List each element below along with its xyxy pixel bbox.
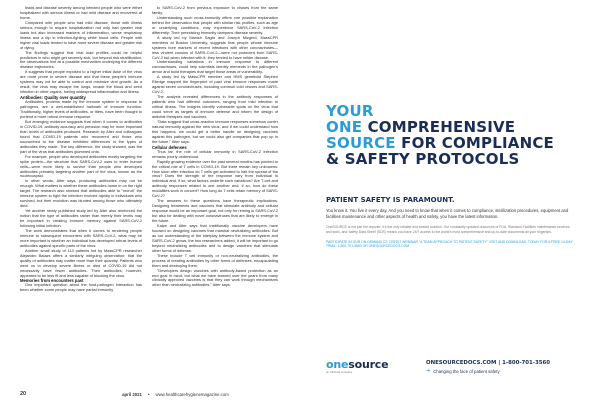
ad-title: PATIENT SAFETY IS PARAMOUNT. bbox=[326, 196, 455, 204]
paragraph: In other words, Alter says, producing antibodies may not be enough. What matters is whether these antibodies home in on the right target. The research also showed that antibodies able to "recruit" the immune system to fight the infection evolved rapidly in individuals who survived, but their evolution was blunted among those who ultimately died. bbox=[20, 178, 142, 209]
paragraph: Another small study of 113 patients led by MassCPR researcher Alejandro Balazs offers a similarly intriguing observation: that the quality of antibodies may matter more than their quantity. Patients who went on to develop severe illness or died of COVID-19 did not necessarily have fewer antibodies. Their antibodies, however, appeared to be less fit and less capable of blocking the virus. bbox=[20, 247, 142, 278]
ad-lead-text: You know it. You live it every day. And you need to know that when it comes to compliance, sterilization procedures, equipment and facilities maintenance and other aspects of health and safety, you have the latest information. bbox=[326, 208, 569, 219]
headline-line: & SAFETY PROTOCOLS bbox=[326, 150, 520, 168]
paragraph: The analysis revealed differences in the antibody responses of patients who had different outcomes, ranging from mild infection to critical illness. The insights identify vulnerable spots on the virus that could serve as targets of immune defense and inform the design of antiviral therapies and vaccines. bbox=[152, 94, 278, 119]
paragraph: Antibodies, proteins made by the immune system in response to pathogens, are a well-established hallmark of immune function. Traditionally, higher levels of antibodies, or titers, have been thought to portend a more robust immune response. bbox=[20, 99, 142, 120]
issue-date: april 2021 bbox=[122, 391, 142, 397]
article-column-right bbox=[152, 6, 278, 392]
headline-line: SOURCE FOR COMPLIANCE bbox=[326, 134, 554, 152]
paragraph: It suggests that people exposed to a higher initial dose of the virus are more prone to severe disease and that these people's immune systems may not be able to control and minimize viral growth. As a result, the virus may escape the lungs, invade the blood and seed infection in other organs, fueling widespread inflammation and illness. bbox=[20, 69, 142, 95]
paragraph: Kaipe and Alter says that traditionally vaccine developers have focused on designing vaccines that marshal neutralizing antibodies. But as our understanding of the interplay between the immune system and SARS-CoV-2 grows, the two researchers added, it will be important to go beyond neutralizing antibodies and to design vaccines that stimulate other forms of defense. bbox=[152, 222, 278, 253]
paragraph: Yet another newly published study led by Alter also reinforced the notion that the type of antibodies rather than merely their levels may be important in creating immune memory against SARS-CoV-2 following initial infection. bbox=[20, 208, 142, 228]
paragraph: Compared with people who had mild disease, those with illness serious enough to require hospitalization not only had greater viral loads but also increased markers of inflammation, worse respiratory illness and a dip in infection-fighting white blood cells. People with higher viral loads tended to have more severe disease and greater risk of dying. bbox=[20, 19, 142, 50]
contact-line[interactable]: ONESOURCEDOCS.COM | 1-800-701-3560 bbox=[426, 360, 551, 366]
paragraph: These include T cell immunity or non-neutralizing antibodies, the process of creating antibodies by other forms of defenses, encapsulating them and destroying them. bbox=[152, 252, 278, 268]
page-number: 20 bbox=[20, 391, 27, 397]
paragraph: The answers to these questions have therapeutic implications. Designing treatments and vaccines that stimulate antibody and cellular response would be an important goal, not only for reining in SARS-CoV-2 but also for dealing with novel coronaviruses that are likely to emerge in the future. bbox=[152, 198, 278, 224]
logo-tagline: an Ultimate company bbox=[326, 370, 353, 374]
article-column-left bbox=[20, 6, 142, 392]
website-link[interactable]: www.healthcarehygienemagazine.com bbox=[155, 391, 229, 397]
ad-small-text: OneSOURCE is not just the reporter; it's the only reliable and trusted solution. Our constantly updated resources of FDA, Standard Facilities maintenance services and tools, and Safety Data Sheet (SDS) means you have 24/7 access to the world's most comprehensive and up-to-date documents all your fingertips. bbox=[326, 225, 570, 234]
ad-tagline bbox=[426, 368, 578, 374]
paragraph: Understanding variations in immune response to different coronaviruses, could help scientists identify elements in the pathogen's armor and build therapies that target those areas of vulnerability. bbox=[152, 59, 278, 75]
paragraph: leads and disease severity among infected people who were either hospitalized with serious illness or had mild disease and recovered at home. bbox=[20, 6, 142, 20]
paragraph: The work demonstrates that when it comes to rendering people immune to subsequent encounters with SARS-CoV-2, what may be more important is whether an individual has developed robust levels of antibodies against specific parts of the virus. bbox=[20, 227, 142, 248]
tagline-text: Changing the face of patient safety bbox=[433, 368, 500, 374]
advertisement bbox=[300, 0, 600, 401]
headline-line: ONE COMPREHENSIVE bbox=[326, 118, 516, 136]
footer-bullet: • bbox=[147, 391, 150, 397]
section-heading: Antibodies: Quality over quantity bbox=[20, 95, 86, 101]
logo-one: one bbox=[326, 358, 349, 371]
logo-source: source bbox=[348, 358, 389, 371]
page-footer bbox=[20, 390, 278, 398]
section-heading: Cellular defenses bbox=[152, 144, 187, 150]
paragraph: For example, people who developed antibodies mostly targeting the spike protein—the structure that SARS-CoV-2 uses to enter human cells—were more likely to survive than people who developed antibodies primarily targeting another part of the virus, known as the nucleocapsid. bbox=[20, 153, 142, 179]
headline-line: YOUR bbox=[326, 102, 374, 120]
paragraph: to SARS-CoV-2 from previous exposure to viruses from the same family. bbox=[152, 6, 278, 15]
paragraph: A study led by MassCPR member and HMS geneticist Stephen Elledge mapped the fingerprint of past viral immune responses made against seven coronaviruses, including common cold viruses and SARS-CoV-2. bbox=[152, 74, 278, 95]
paragraph: A study led by Manish Sagar and Joseph Mizgerd, MassCPR members at Boston University, suggests that people whose immune systems bore markers of recent infections with other coronaviruses—less virulent cousins of SARS-CoV-2—were not protected from SARS-CoV-2 but when infected with it, they tended to have milder disease. bbox=[152, 34, 278, 60]
ad-footer bbox=[326, 358, 578, 380]
paragraph: "Data suggest that cross-reactive immune responses somehow confer natural immunity against the new virus, and if we could understand how this happens, we could get a better handle on designing vaccines against this pathogen, but we could also get companies that pop up in the future," Alter says. bbox=[152, 118, 278, 144]
onesource-logo bbox=[326, 358, 396, 380]
ad-body bbox=[326, 196, 574, 249]
paragraph: But emerging evidence suggests that when it comes to antibodies in COVID-19, antibody accuracy and precision may be more important than levels of antibodies produced. Research by Alter and colleagues found that COVID-19 patients who recovered and those who succumbed to the disease exhibited differences in the types of antibodies they made. The key difference, the study showed, was the part of the virus that antibodies glommed onto. bbox=[20, 118, 142, 154]
paragraph: Rapidly growing evidence over the past several months has pointed to the critical role of T cells in COVID-19. But there remain key unknowns: How soon after infection do T cells get activated to halt the spread of the virus? Does the strength of the response vary from individual to individual and, if so, what factors underlie such variations? Are T-cell and antibody responses related to one another and, if so, how do these modalities work in concert? How long do T cells retain memory of SARS-CoV-2? bbox=[152, 158, 278, 199]
paragraph: "Developers design vaccines with antibody-based protection as an end goal in mind, but what we have learned over the years from many clinically approved vaccines is that they can work through mechanisms other than neutralizing antibodies," Alter says. bbox=[152, 267, 278, 288]
ad-cta-text[interactable]: PARTICIPATE IN OUR ON-DEMAND CE CREDIT WEBINAR "A TEAM APPROACH TO PATIENT SAFETY" VISIT AND DOWNLOAD. TODAY FOR A FREE 14-DAY TRIAL: 1-800-701-3560 OR ONESOURCEDOCS.COM bbox=[326, 240, 573, 249]
paragraph: Understanding such cross-immunity offers one possible explanation behind the observation that people with similar risk profiles, such as age or underlying conditions, may experience SARS-CoV-2 infection differently: Their preexisting immunity dampens disease severity. bbox=[152, 14, 278, 35]
paragraph: One important question about the host-pathogen interaction has been whether some people may have partial immunity bbox=[20, 282, 142, 293]
section-heading: Memories from encounters past bbox=[20, 278, 84, 284]
paragraph: The findings suggest that viral load profiles could be helpful predictors in who might get severely sick, but beyond risk stratification, the observations hint at a possible mechanism underlying the different disease trajectories. bbox=[20, 49, 142, 70]
arrow-right-icon: ➔ bbox=[426, 368, 431, 374]
paragraph: Thus far, the role of cellular immunity in SARS-CoV-2 infection remains poorly understood. bbox=[152, 148, 278, 159]
ad-contact bbox=[426, 360, 578, 374]
ad-headline bbox=[326, 103, 586, 167]
